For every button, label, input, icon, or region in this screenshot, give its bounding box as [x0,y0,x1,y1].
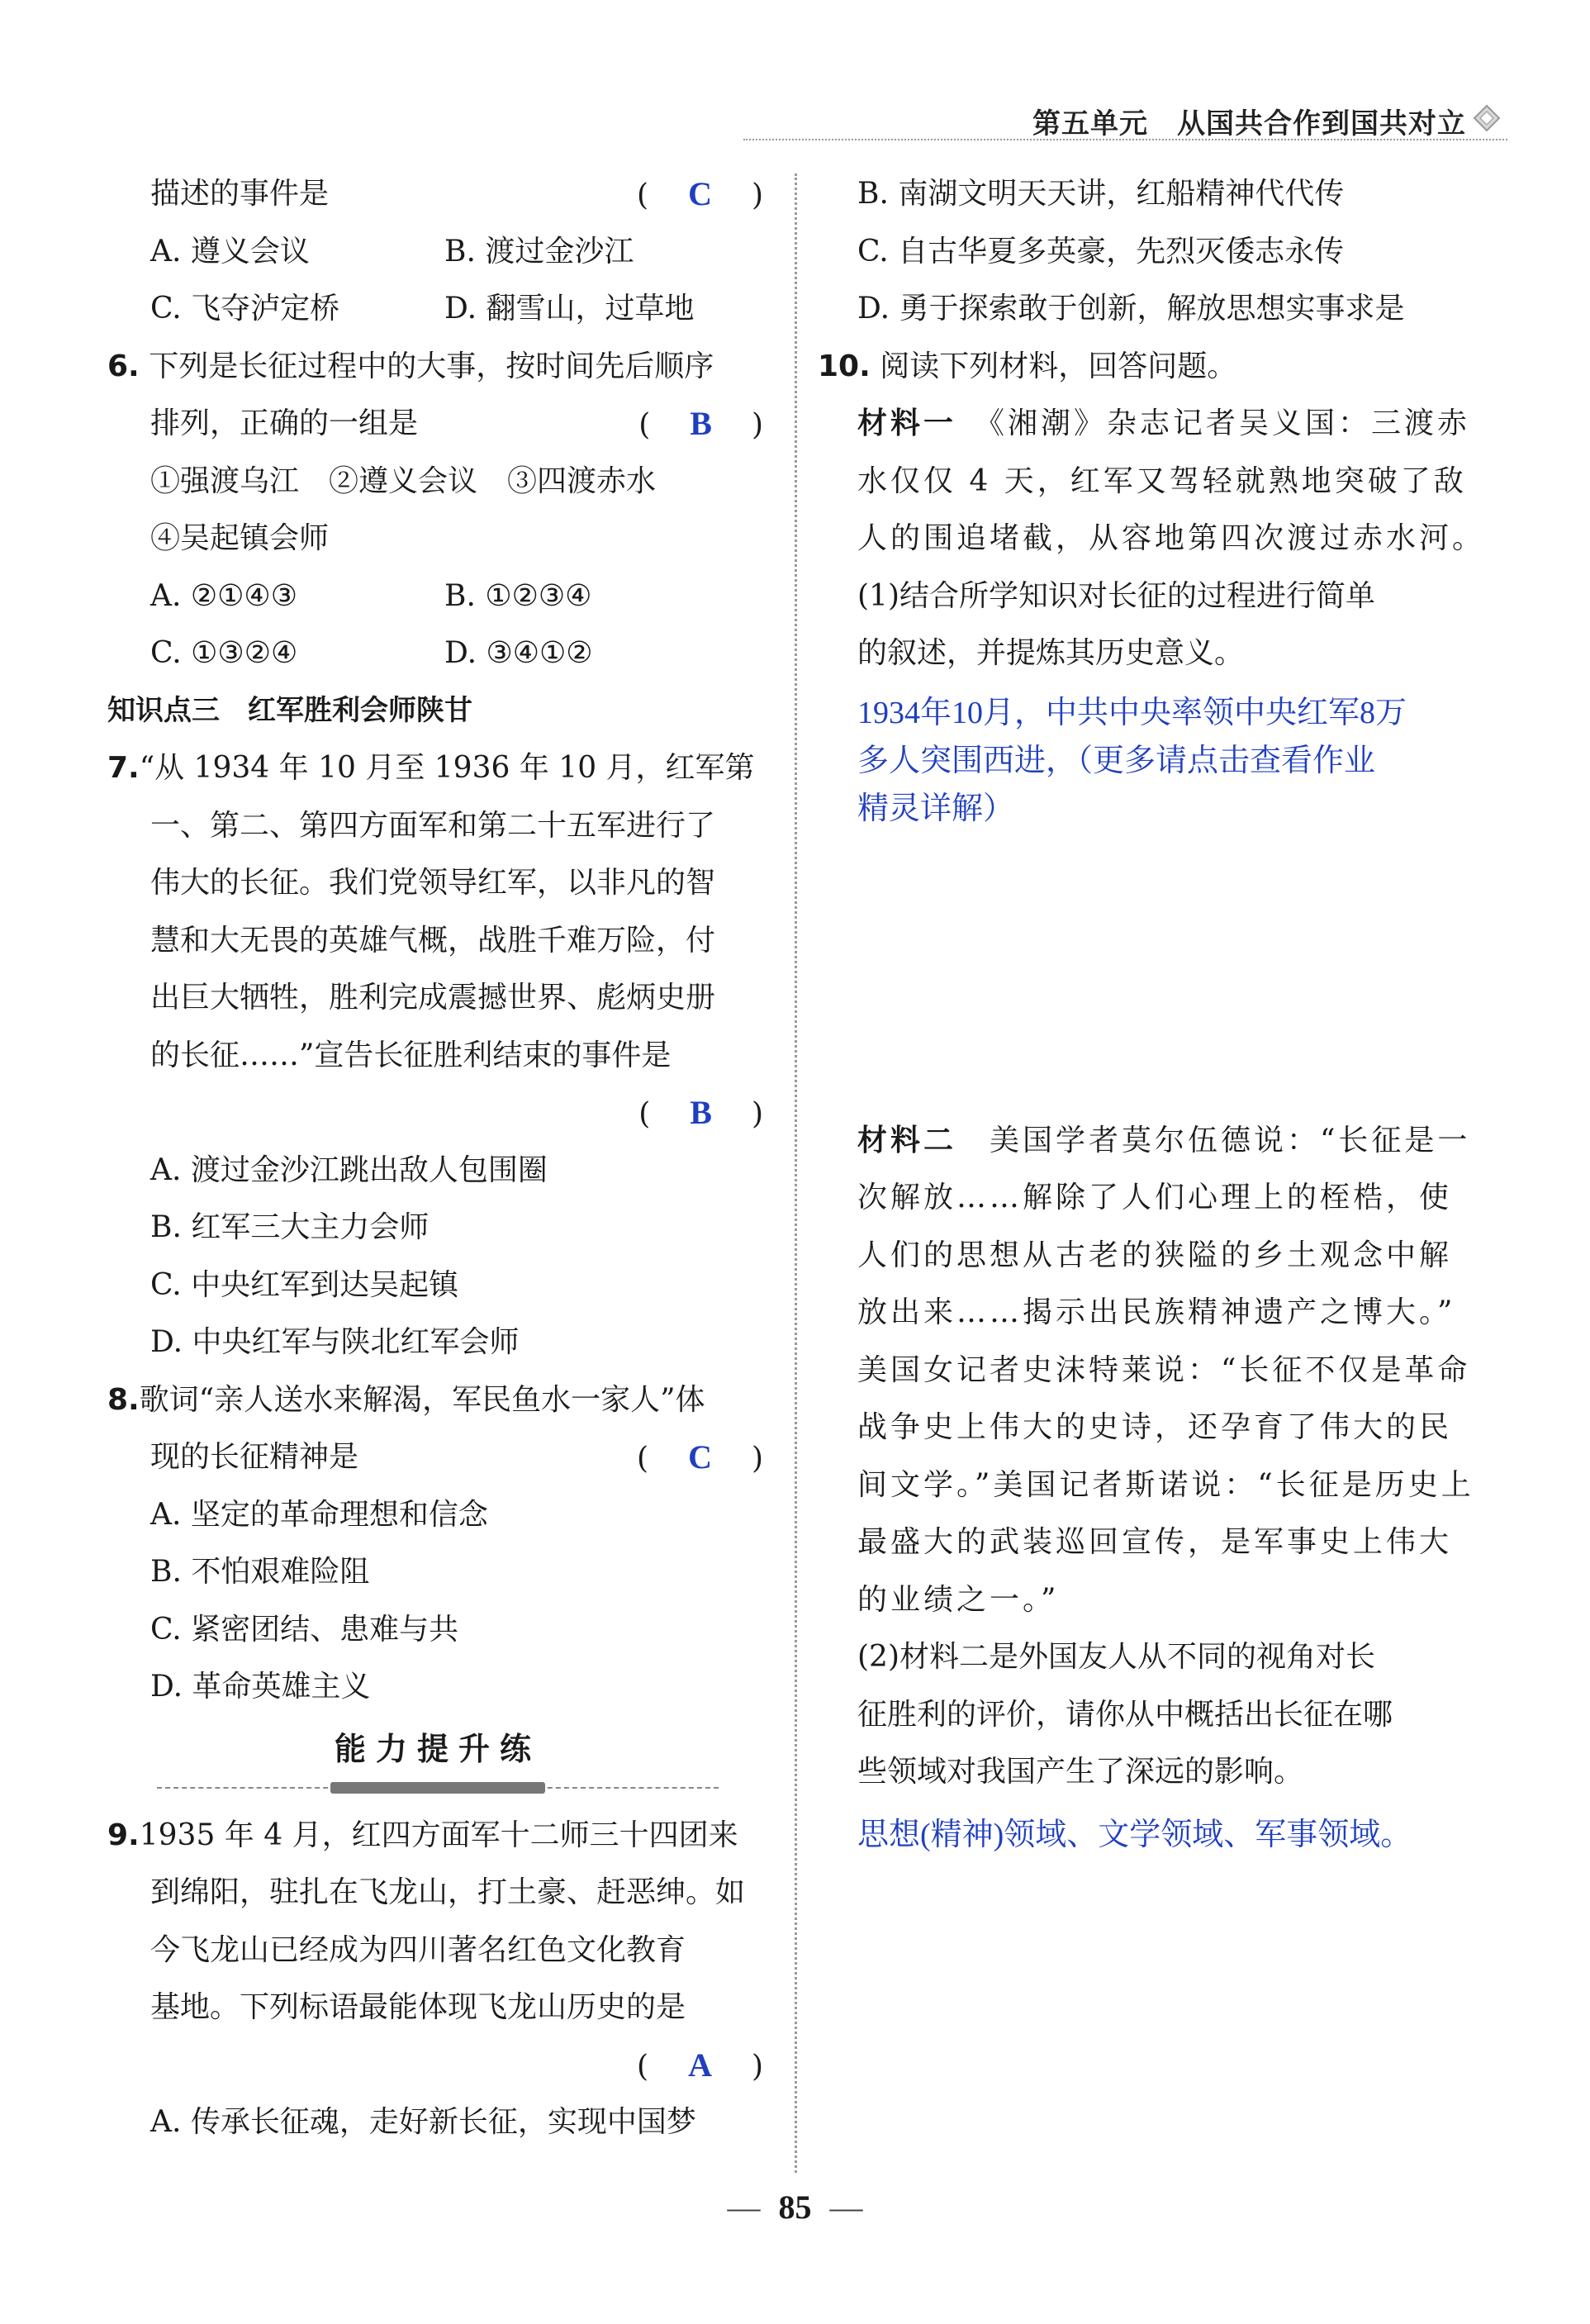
q5-option-d: D. 翻雪山，过草地 [444,292,695,326]
q8-stem-line [107,1428,768,1486]
page-number [0,2188,1590,2227]
section-divider [107,1774,768,1807]
section-bar [330,1782,545,1794]
right-column [818,165,1495,1859]
q7-stem-line [107,739,768,797]
page-dash-left: — [727,2189,761,2226]
knowledge-point-heading: 知识点三 红军胜利会师陕甘 [107,693,472,727]
q7-stem-line: 的长征……”宣告长征胜利结束的事件是 [150,1038,672,1072]
q6-stem-line [107,395,768,453]
q9-option-b: B. 南湖文明天天讲，红船精神代代传 [857,177,1345,211]
q8-stem: 歌词“亲人送水来解渴，军民鱼水一家人”体 [139,1382,705,1417]
q9-stem-line [107,1807,768,1865]
subquestion-2: (2)材料二是外国友人从不同的视角对长 [857,1640,1375,1674]
q8-answer: C [688,1438,717,1476]
q9-answer-box: ( A ) [637,2046,768,2084]
q9-option-a: A. 传承长征魂，走好新长征，实现中国梦 [150,2105,696,2139]
q5-stem: 描述的事件是 [150,177,330,211]
material1-line [818,395,1495,453]
q7-stem: “从 1934 年 10 月至 1936 年 10 月，红军第 [139,751,755,785]
q8-option-b: B. 不怕艰难险阻 [150,1555,370,1589]
material2-line: 战争史上伟大的史诗，还孕育了伟大的民 [857,1410,1453,1444]
diamond-ornament-icon [1473,104,1501,132]
column-divider [795,173,797,2173]
page-dash-right: — [829,2189,863,2226]
q9-option-d: D. 勇于探索敢于创新，解放思想实事求是 [857,292,1405,326]
material1-line: 水仅仅 4 天，红军又驾轻就熟地突破了敌 [857,463,1467,498]
q5-answer-box: ( C ) [637,175,768,212]
q7-stem-line: 慧和大无畏的英雄气概，战胜千难万险，付 [150,923,716,958]
q7-answer-line [107,1084,768,1142]
q7-option-a: A. 渡过金沙江跳出敌人包围圈 [150,1152,548,1187]
q5-option-a: A. 遵义会议 [150,234,310,269]
q9-stem: 1935 年 4 月，红四方面军十二师三十四团来 [139,1818,738,1852]
q8-answer-box: ( C ) [637,1438,768,1476]
answer-1-line: 精灵详解） [857,791,1015,826]
q7-stem-line: 一、第二、第四方面军和第二十五军进行了 [150,808,716,843]
q8-option-c: C. 紧密团结、患难与共 [150,1612,459,1647]
answer-1-line: 多人突围西进，（更多请点击查看作业 [857,743,1376,778]
answer-1-line: 1934年10月，中共中央率领中央红军8万 [857,695,1407,730]
subquestion-2: 些领域对我国产生了深远的影响。 [857,1755,1304,1789]
q10-stem: 阅读下列材料，回答问题。 [880,349,1237,383]
q6-options-row [107,568,768,625]
q6-option-b: B. ①②③④ [444,578,592,613]
left-column [107,165,768,2151]
material2-line: 美国女记者史沫特莱说：“长征不仅是革命 [857,1352,1471,1387]
page-number-value: 85 [778,2189,812,2226]
q7-option-d: D. 中央红军与陕北红军会师 [150,1325,520,1359]
subquestion-1: 的叙述，并提炼其历史意义。 [857,636,1245,670]
q9-stem-line: 到绵阳，驻扎在飞龙山，打土豪、赶恶绅。如 [150,1875,746,1909]
material2-label: 材料二 [857,1123,957,1157]
q5-stem-line [107,165,768,223]
q6-stem-line [107,338,768,396]
answer-2[interactable]: 思想(精神)领域、文学领域、军事领域。 [857,1817,1412,1852]
material2-line: 间文学。”美国记者斯诺说：“长征是历史上 [857,1467,1474,1502]
q9-answer-line [107,2036,768,2094]
q6-answer: B [690,405,717,442]
q10-stem-line [818,338,1495,396]
q9-answer: A [688,2046,717,2084]
q8-stem-line [107,1371,768,1429]
q8-option-d: D. 革命英雄主义 [150,1670,371,1704]
q6-stem: 下列是长征过程中的大事，按时间先后顺序 [149,349,714,383]
q6-option-d: D. ③④①② [444,636,593,670]
material2-line: 最盛大的武装巡回宣传，是军事史上伟大 [857,1525,1453,1559]
section-title: 能力提升练 [334,1730,541,1767]
answer-blank-space [818,833,1495,1112]
q6-answer-box: ( B ) [638,405,768,442]
q8-number: 8. [107,1382,140,1417]
q5-options-row [107,280,768,338]
material2-line: 人们的思想从古老的狭隘的乡土观念中解 [857,1238,1453,1272]
q7-option-b: B. 红军三大主力会师 [150,1210,430,1244]
q6-stem: 排列，正确的一组是 [150,406,419,440]
material2-line: 放出来……揭示出民族精神遗产之博大。” [857,1295,1456,1329]
q8-option-a: A. 坚定的革命理想和信念 [150,1497,488,1532]
q5-option-c: C. 飞夺泸定桥 [150,292,340,326]
header-rule [743,139,1507,140]
q6-option-c: C. ①③②④ [150,636,298,670]
q6-option-a: A. ②①④③ [150,578,297,613]
subquestion-2: 征胜利的评价，请你从中概括出长征在哪 [857,1697,1393,1732]
q7-answer: B [690,1094,717,1131]
material1-line: 人的围追堵截，从容地第四次渡过赤水河。 [857,521,1486,555]
material2-text: 美国学者莫尔伍德说：“长征是一 [990,1123,1471,1157]
subquestion-1: (1)结合所学知识对长征的过程进行简单 [857,578,1375,613]
q9-number: 9. [107,1818,140,1852]
answer-1[interactable] [818,682,1495,833]
material2-line [818,1112,1495,1170]
q6-options-row [107,625,768,682]
q7-answer-box: ( B ) [638,1094,768,1131]
material1-text: 《湘潮》杂志记者吴义国：三渡赤 [990,406,1471,440]
q5-answer: C [688,175,717,212]
q6-events: ①强渡乌江 ②遵义会议 ③四渡赤水 [150,463,657,498]
q7-stem-line: 伟大的长征。我们党领导红军，以非凡的智 [150,866,716,900]
q10-number: 10. [818,349,871,383]
material1-label: 材料一 [857,406,957,440]
material2-line: 的业绩之一。” [857,1582,1060,1617]
material2-line: 次解放……解除了人们心理上的桎梏，使 [857,1181,1453,1214]
q5-options-row [107,223,768,281]
q6-number: 6. [107,349,140,383]
q9-stem-line: 基地。下列标语最能体现飞龙山历史的是 [150,1990,686,2024]
q7-stem-line: 出巨大牺牲，胜利完成震撼世界、彪炳史册 [150,981,716,1015]
q6-events: ④吴起镇会师 [150,521,330,555]
q5-option-b: B. 渡过金沙江 [444,234,634,269]
q9-stem-line: 今飞龙山已经成为四川著名红色文化教育 [150,1932,686,1967]
q9-option-c: C. 自古华夏多英豪，先烈灭倭志永传 [857,234,1345,269]
q8-stem: 现的长征精神是 [150,1440,359,1474]
q7-number: 7. [107,751,140,785]
q7-option-c: C. 中央红军到达吴起镇 [150,1267,459,1302]
unit-header-title: 第五单元 从国共合作到国共对立 [1032,107,1466,140]
